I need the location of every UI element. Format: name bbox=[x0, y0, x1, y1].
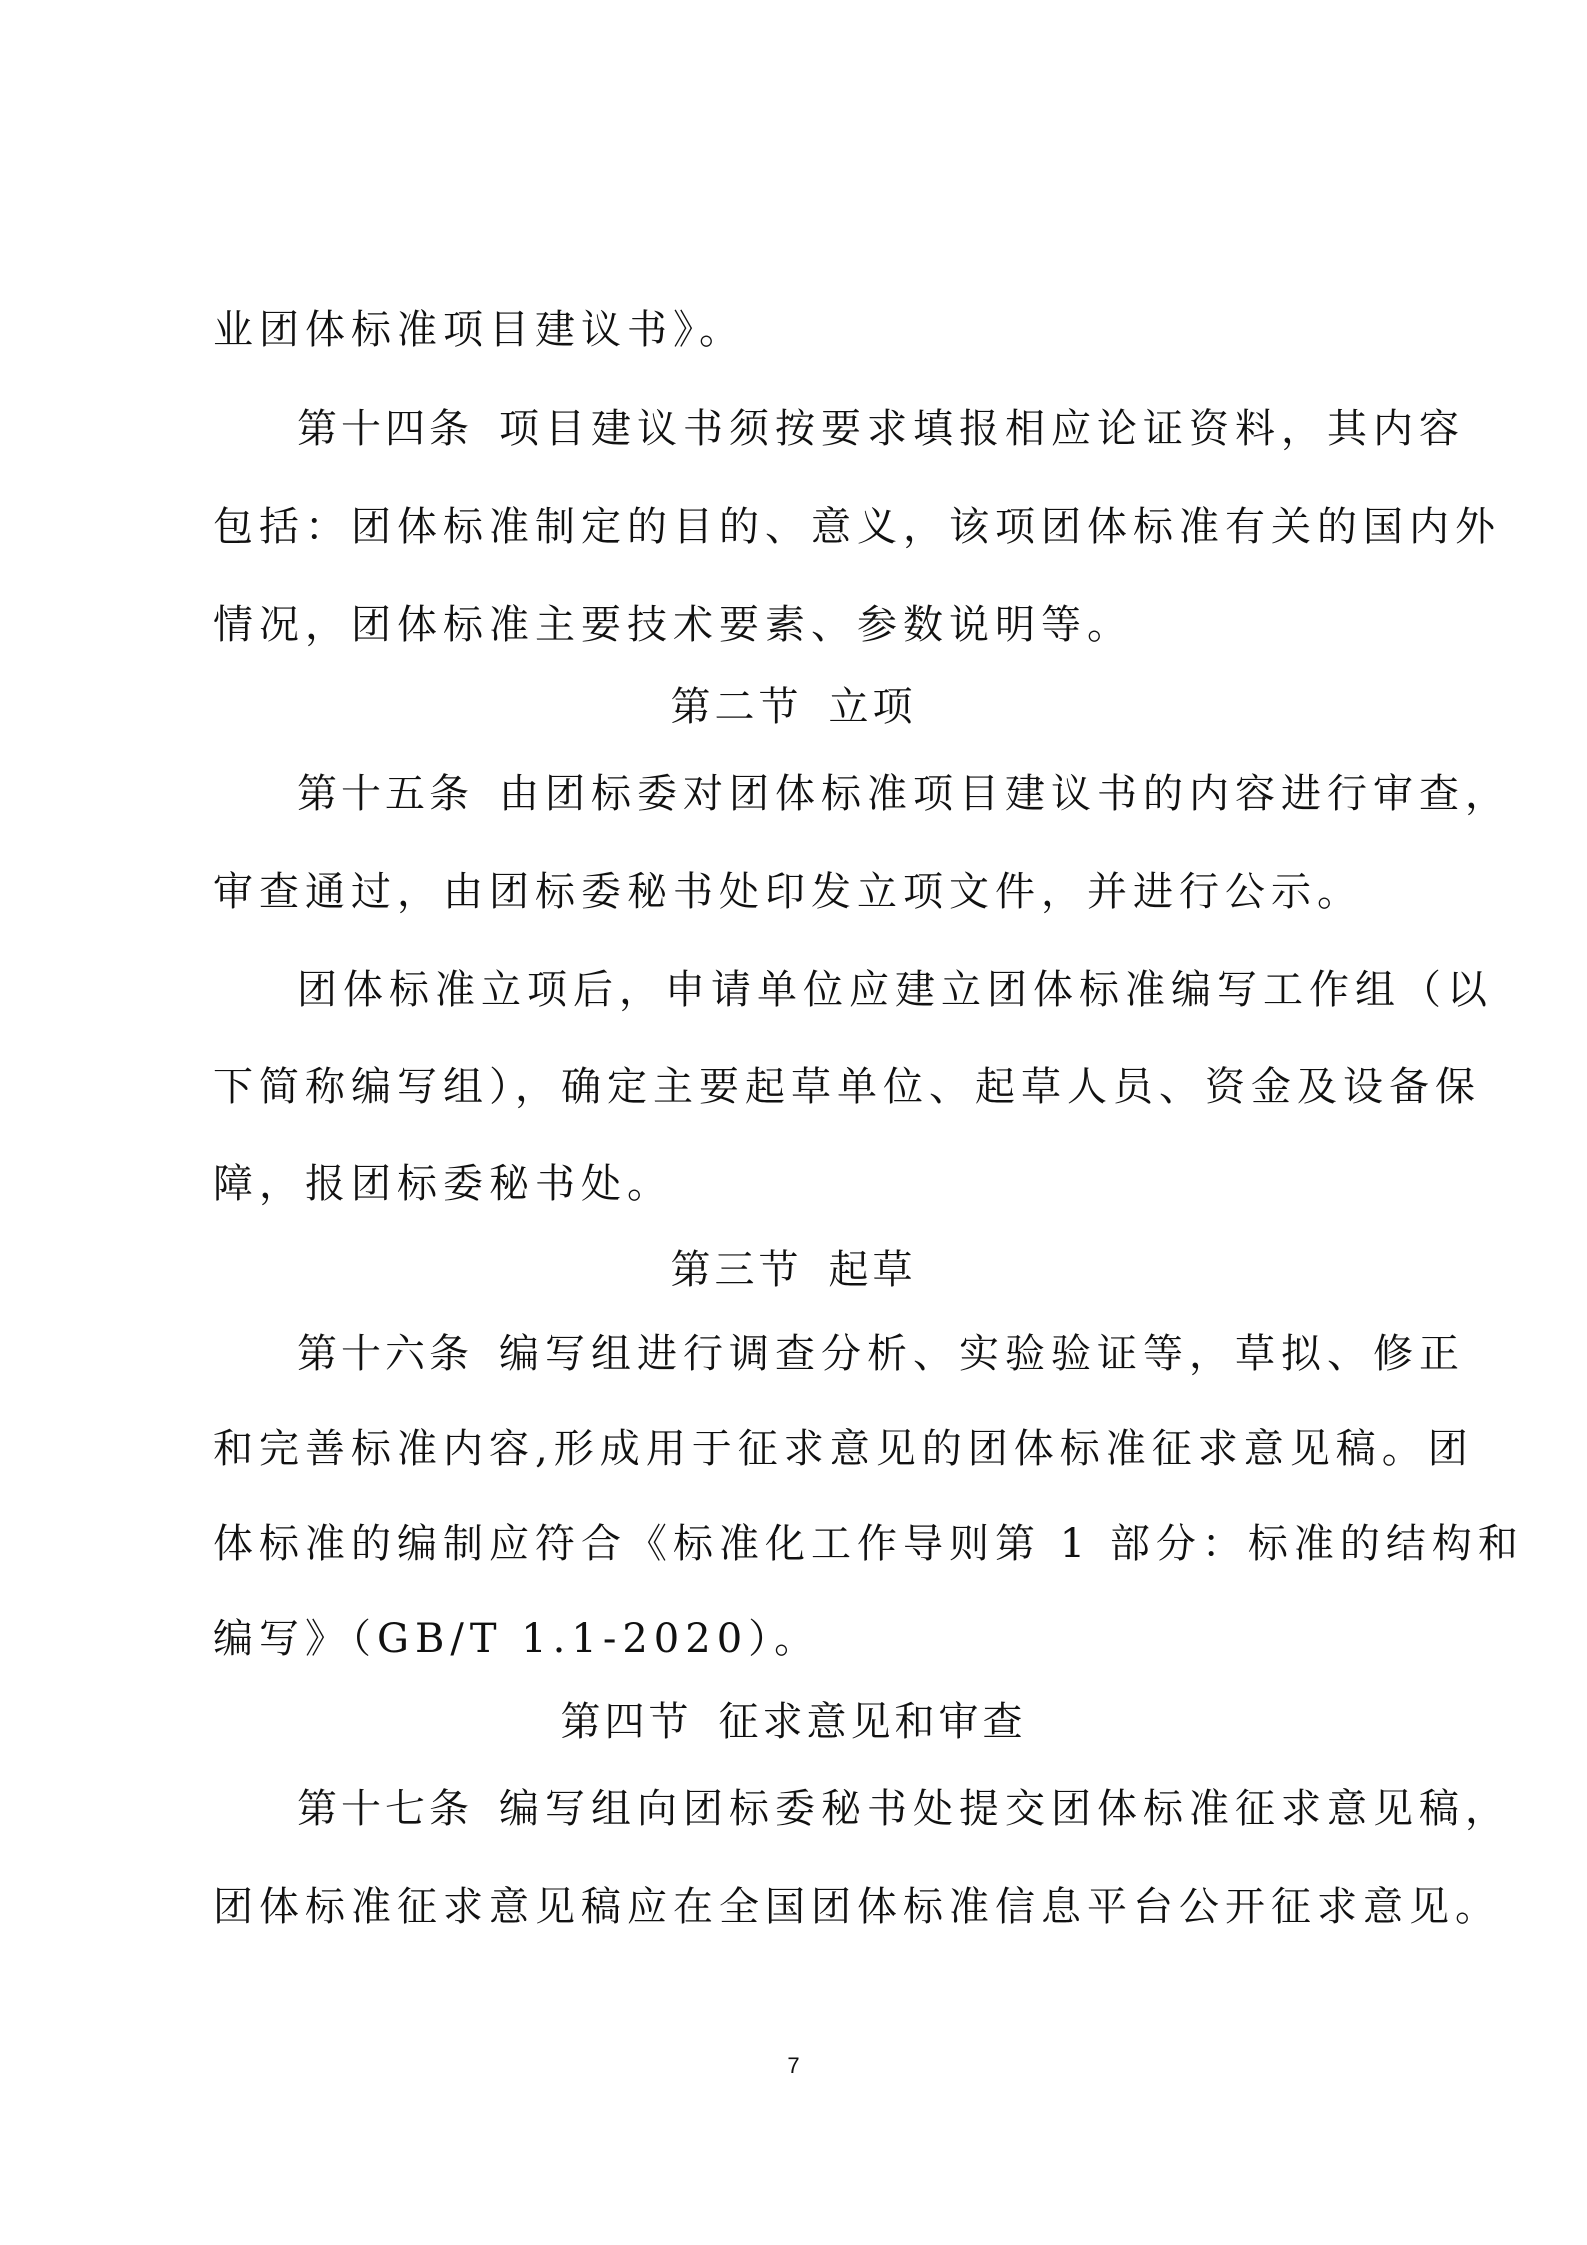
body-line: 编写》（GB/T 1.1-2020）。 bbox=[213, 1616, 821, 1662]
section-title: 起草 bbox=[828, 1247, 917, 1293]
article-number: 第十四条 bbox=[297, 406, 473, 452]
page-number: 7 bbox=[787, 2053, 800, 2078]
paragraph-first-line: 团体标准立项后，申请单位应建立团体标准编写工作组（以 bbox=[297, 967, 1493, 1013]
article-number: 第十五条 bbox=[297, 771, 473, 817]
article-16-first-line bbox=[297, 1319, 1465, 1389]
section-heading bbox=[0, 672, 1587, 742]
article-text: 编写组进行调查分析、实验验证等，草拟、修正 bbox=[499, 1331, 1465, 1377]
body-line: 包括：团体标准制定的目的、意义，该项团体标准有关的国内外 bbox=[213, 504, 1501, 550]
body-line: 业团体标准项目建议书》。 bbox=[213, 307, 745, 353]
body-line: 和完善标准内容,形成用于征求意见的团体标准征求意见稿。团 bbox=[213, 1426, 1474, 1472]
section-heading bbox=[0, 1235, 1587, 1305]
body-line: 审查通过，由团标委秘书处印发立项文件，并进行公示。 bbox=[213, 869, 1363, 915]
body-line: 情况，团体标准主要技术要素、参数说明等。 bbox=[213, 602, 1133, 648]
article-15-first-line bbox=[297, 759, 1511, 829]
article-number: 第十七条 bbox=[297, 1786, 473, 1832]
section-heading bbox=[0, 1687, 1587, 1757]
body-line: 障，报团标委秘书处。 bbox=[213, 1161, 673, 1207]
section-number: 第二节 bbox=[670, 684, 803, 730]
section-number: 第四节 bbox=[560, 1699, 693, 1745]
section-number: 第三节 bbox=[670, 1247, 803, 1293]
article-17-first-line bbox=[297, 1774, 1511, 1844]
section-title: 立项 bbox=[828, 684, 917, 730]
body-line: 团体标准征求意见稿应在全国团体标准信息平台公开征求意见。 bbox=[213, 1884, 1501, 1930]
section-title: 征求意见和审查 bbox=[718, 1699, 1027, 1745]
article-text: 编写组向团标委秘书处提交团体标准征求意见稿， bbox=[499, 1786, 1511, 1832]
article-text: 由团标委对团体标准项目建议书的内容进行审查， bbox=[499, 771, 1511, 817]
article-14-first-line bbox=[297, 394, 1465, 464]
article-text: 项目建议书须按要求填报相应论证资料，其内容 bbox=[499, 406, 1465, 452]
article-number: 第十六条 bbox=[297, 1331, 473, 1377]
body-line: 下简称编写组），确定主要起草单位、起草人员、资金及设备保 bbox=[213, 1064, 1481, 1110]
body-line: 体标准的编制应符合《标准化工作导则第 1 部分：标准的结构和 bbox=[213, 1521, 1524, 1567]
